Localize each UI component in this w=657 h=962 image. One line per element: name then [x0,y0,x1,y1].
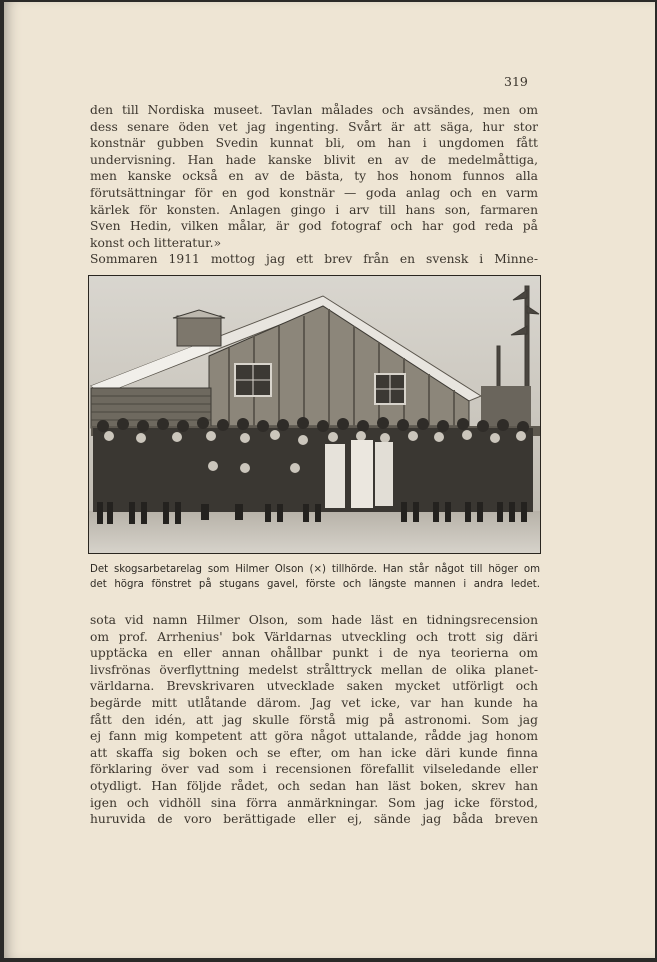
text-line: men kanske också en av de bästa, ty hos honom funnos alla [90,169,538,184]
text-line: förutsättningar för en god konstnär — goda anlag och en varm [90,185,538,200]
text-line: dess senare öden vet jag ingenting. Svårt är att säga, hur stor [90,119,538,134]
photograph-illustration [89,276,540,553]
text-line: fått den idén, att jag skulle förstå mig på astronomi. Som jag [90,712,538,727]
text-line: konst och litteratur.» [90,235,222,250]
text-line: igen och vidhöll sina förra anmärkningar. Som jag icke förstod, [90,795,538,810]
text-line: huruvida de voro berättigade eller ej, sände jag båda breven [90,812,538,827]
page-number: 319 [504,74,528,89]
text-line: sota vid namn Hilmer Olson, som hade läst en tidningsrecension [90,613,538,627]
roof-vent [177,316,221,346]
top-paragraph [90,102,538,268]
bottom-paragraph [90,612,538,828]
text-line: begärde mitt utlåtande därom. Jag vet icke, var han kunde ha [90,695,538,710]
log-wall [91,388,211,428]
text-line: otydligt. Han följde rådet, och sedan han läst boken, skrev han [90,778,538,793]
text-line: ej fann mig kompetent att göra något uttalande, rådde jag honom [90,729,538,744]
text-line: livsfrönas överflyttning medelst strålttryck mellan de olika planet- [90,662,538,677]
text-line: undervisning. Han hade kanske blivit en av de medelmåttiga, [90,152,538,167]
text-line: att skaffa sig boken och se efter, om han icke däri kunde finna [90,745,538,760]
text-line: förklaring över vad som i recensionen förefallit vilseledande eller [90,762,538,777]
caption-line: det högra fönstret på stugans gavel, förste och längste mannen i andra ledet. [90,579,540,590]
snowy-ground [89,511,540,553]
text-line: världarna. Brevskrivaren utvecklade saken mycket utförligt och [90,679,538,694]
logging-crew-photograph [88,275,541,554]
caption-line: Det skogsarbetarelag som Hilmer Olson (×) tillhörde. Han står något till höger om [90,564,540,575]
text-line: upptäcka en eller annan ohållbar punkt i de nya teorierna om [90,646,538,661]
text-line: den till Nordiska museet. Tavlan målades och avsändes, men om [90,103,538,117]
text-line: Sven Hedin, vilken målar, är god fotograf och har god reda på [90,219,538,234]
text-line: om prof. Arrhenius' bok Världarnas utveckling och trott sig däri [90,629,538,644]
text-line: kärlek för konsten. Anlagen gingo i arv till hans son, farmaren [90,202,538,217]
crowd-of-workers [93,417,533,524]
book-page [4,2,655,958]
text-line: Sommaren 1911 mottog jag ett brev från en svensk i Minne- [90,252,538,267]
photo-caption [90,562,540,592]
text-line: konstnär gubben Svedin kunnat bli, om han i ungdomen fått [90,136,538,151]
